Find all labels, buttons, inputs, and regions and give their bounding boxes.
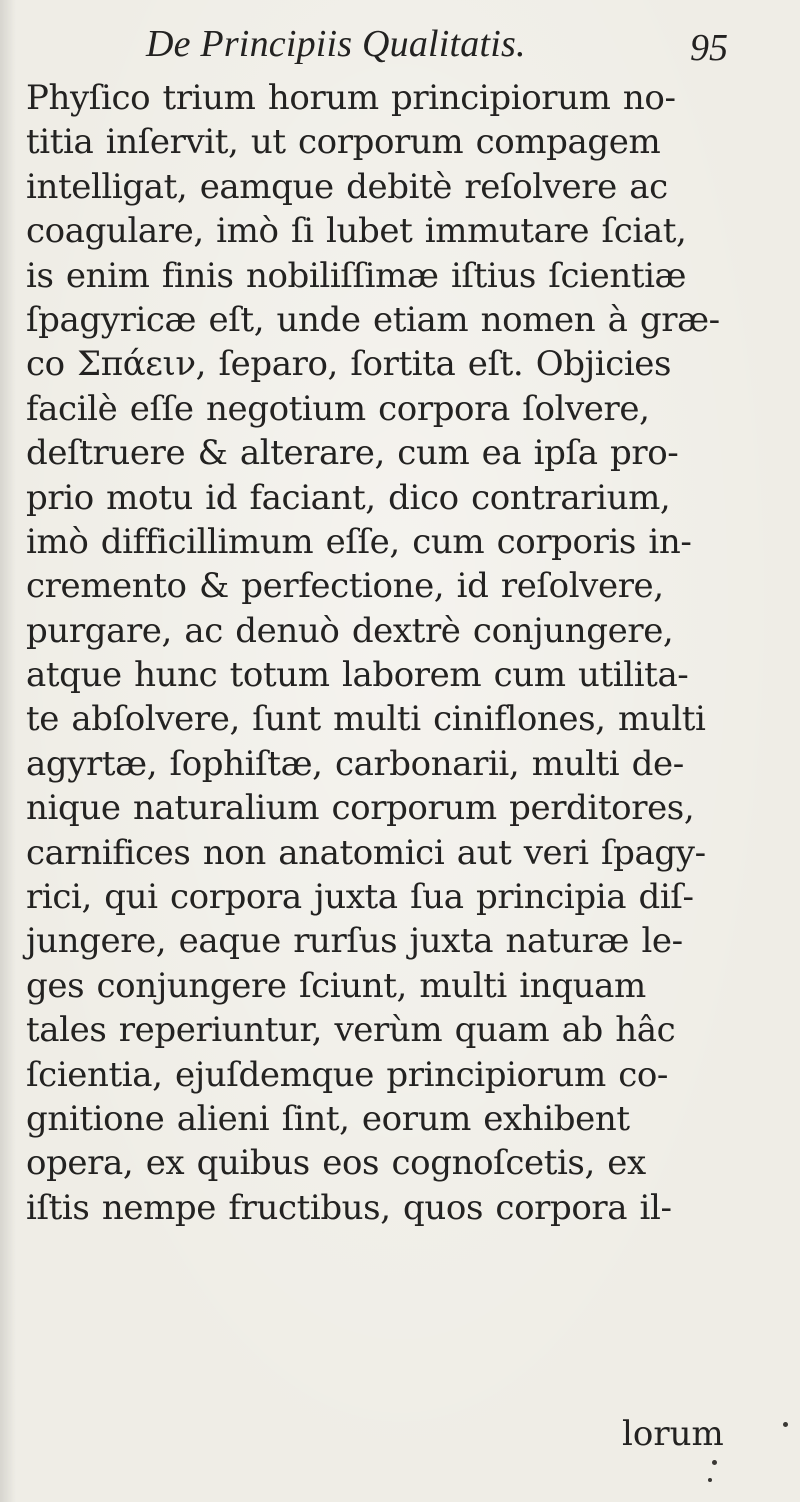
page-number: 95 — [690, 27, 728, 69]
text-line: cremento & perfectione, id reſolvere, — [26, 566, 664, 607]
text-line: nique naturalium corporum perditores, — [26, 788, 695, 829]
text-line: Phyſico trium horum principiorum no- — [26, 78, 676, 118]
text-line: gnitione alieni ſint, eorum exhibent — [26, 1098, 630, 1139]
catchword: lorum — [622, 1414, 724, 1454]
text-line: atque hunc totum laborem cum utilita- — [26, 655, 689, 696]
text-line: agyrtæ, ſophiſtæ, carbonarii, multi de- — [26, 743, 684, 784]
text-line: is enim finis nobiliſſimæ iſtius ſcientiæ — [26, 255, 687, 296]
ink-speck — [708, 1478, 712, 1482]
text-line: co Σπάειν, ſeparo, ſortita eſt. Objicies — [26, 344, 672, 385]
running-title: De Principiis Qualitatis. — [146, 23, 526, 65]
ink-speck — [783, 1422, 788, 1427]
text-line: titia inſervit, ut corporum compagem — [26, 122, 661, 163]
text-line: rici, qui corpora juxta ſua principia diſ- — [26, 877, 694, 918]
text-line: facilè eſſe negotium corpora ſolvere, — [26, 388, 650, 429]
text-line: te abſolvere, ſunt multi ciniflones, multi — [26, 699, 706, 740]
text-line: deſtruere & alterare, cum ea ipſa pro- — [26, 433, 679, 474]
text-line: coagulare, imò ſi lubet immutare ſciat, — [26, 211, 687, 252]
ink-speck — [712, 1460, 717, 1465]
text-line: imò difficillimum eſſe, cum corporis in- — [26, 521, 692, 562]
body-text — [26, 76, 776, 1230]
gutter-shadow — [0, 0, 16, 1502]
text-line: prio motu id faciant, dico contrarium, — [26, 477, 671, 518]
page-header — [0, 16, 800, 72]
text-line: intelligat, eamque debitè reſolvere ac — [26, 166, 668, 207]
text-line: ſcientia, ejuſdemque principiorum co- — [26, 1054, 669, 1095]
text-line: ſpagyricæ eſt, unde etiam nomen à græ- — [26, 299, 720, 340]
text-line: purgare, ac denuò dextrè conjungere, — [26, 610, 674, 651]
text-line: carnifices non anatomici aut veri ſpagy- — [26, 832, 706, 873]
text-line: tales reperiuntur, verùm quam ab hâc — [26, 1010, 676, 1051]
text-line: ges conjungere ſciunt, multi inquam — [26, 965, 646, 1006]
text-line: iſtis nempe fructibus, quos corpora il- — [26, 1187, 672, 1228]
text-line: jungere, eaque rurſus juxta naturæ le- — [26, 921, 683, 962]
text-line: opera, ex quibus eos cognoſcetis, ex — [26, 1143, 646, 1184]
